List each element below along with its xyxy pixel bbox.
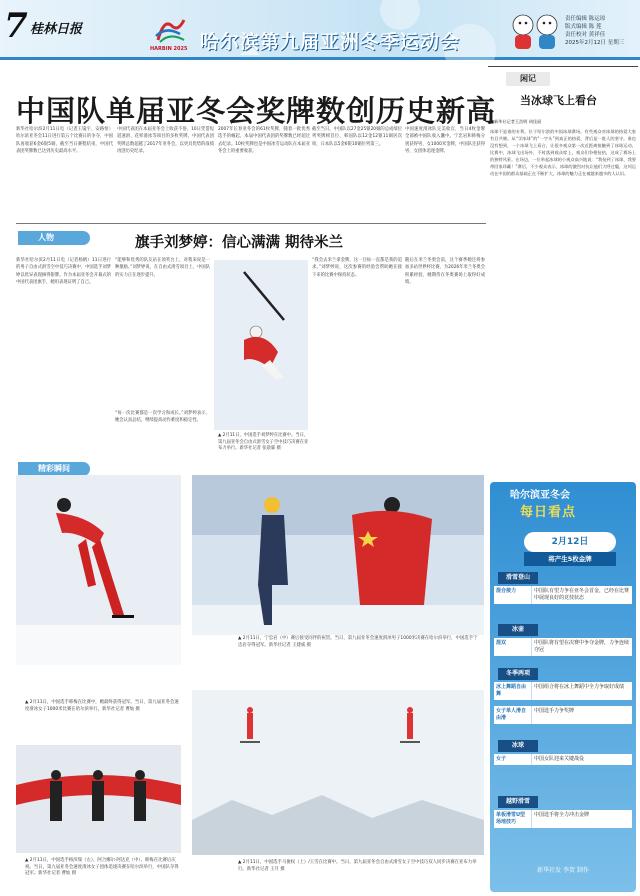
editor-credits [565, 15, 624, 47]
article-column: 新华社哈尔滨2月11日电（记者杨帆）11日进行的男子自由式滑雪空中技巧决赛中，中国选手刘梦婷以优异表现摘得银牌。作为本届亚冬会开幕式的中国代表团旗手，她用表现证明了自己。 [16, 258, 111, 286]
team-pursuit-photo [16, 745, 181, 853]
aerial-synchro-photo [192, 690, 484, 855]
event-category: 冰壶 [498, 624, 538, 636]
highlights-date: 2月12日 [524, 532, 616, 552]
section-label-jingcai: 精彩瞬间 [18, 462, 90, 476]
article-column: 新华社哈尔滨2月11日电（记者王镜宇、安路恒）哈尔滨亚冬会11日进行第五个比赛日的争夺，中国队再收获6金6银5铜，截至当日赛程结束，中国代表团奖牌数已达到历史最高水平。 [16, 127, 113, 155]
photo-caption: ▲ 2月11日，中国选手刘梦婷在比赛中。当日，第九届亚冬会自由式滑雪女子空中技巧决赛在亚布力举行。新华社记者 张晨霖 摄 [218, 433, 309, 451]
harbin-games-logo-icon [150, 12, 190, 48]
speed-skater-photo [16, 475, 181, 665]
section-label-xianji: 闲记 [506, 72, 550, 86]
event-category: 滑雪登山 [498, 572, 538, 584]
event-row [494, 638, 632, 656]
main-headline: 中国队单届亚冬会奖牌数创历史新高 [16, 94, 497, 128]
event-name: 混双 [494, 638, 532, 656]
sidebar-divider [488, 66, 638, 67]
event-category: 冰球 [498, 740, 538, 752]
banner-title: 哈尔滨第九届亚洲冬季运动会 [200, 31, 461, 53]
sidebar-byline: ■新华社记者王浩明 胡佳丽 [490, 119, 542, 124]
event-name: 单板滑雪U型场地技巧 [494, 810, 532, 828]
event-row [494, 706, 632, 724]
sidebar-article-title: 当冰球飞上看台 [520, 94, 597, 107]
newspaper-name: 桂林日报 [30, 22, 83, 37]
graphic-credit: 新华社发 李贺 制作 [537, 867, 589, 874]
section-divider [16, 223, 486, 224]
article-column: “能够和优秀的队友站在领奖台上，对我来说是一种激励。”刘梦婷说，在自由式滑雪项目上，中国队的实力正在逐步提升。 [115, 258, 210, 278]
article-column: “我会去米兰拿金牌，这一目标一直都是我的追求。”刘梦婷说，这次参赛的经验会帮助她在接下来的比赛中保持状态。 [312, 258, 402, 278]
event-name: 女子 [494, 754, 532, 765]
editor-line: 责任校对 黄祥佳 [565, 32, 606, 38]
event-row [494, 810, 632, 828]
photo-caption: ▲ 2月11日，宁忠岩（中）赛后接受同伴的祝贺。当日，第九届亚冬会速度滑冰男子1000米决赛在哈尔滨举行，中国选手宁忠岩夺得冠军。新华社记者 王建威 摄 [238, 636, 478, 648]
event-desc: 中国选手力争奖牌 [534, 708, 575, 714]
event-desc: 中国女队迎来关键战役 [534, 756, 585, 762]
event-row [494, 682, 632, 700]
editor-line: 责任编辑 陈运琼 [565, 16, 606, 22]
games-logo-text: HARBIN 2025 [150, 46, 188, 52]
article-column: 中国代表团在本届亚冬会上收获不俗，10日凭借短道速滑、花样滑冰等项目的多枚奖牌，中国代表团奖牌总数超越了2017年亚冬会，以更具优势的战绩再创历史纪录。 [117, 127, 214, 155]
event-desc: 中国队有望力争在亚冬会首金，已经在比赛中展现良好的竞技状态 [534, 588, 630, 601]
feature-headline: 旗手刘梦婷：信心满满 期待米兰 [135, 235, 344, 251]
highlights-subtitle: 每日看点 [520, 505, 577, 520]
photo-caption: ▲ 2月11日，中国选手马俊权（上）/王雪在比赛中。当日，第九届亚冬会自由式滑雪女子空中技巧双人同步决赛在亚布力举行。新华社记者 王月 摄 [238, 860, 477, 872]
event-category: 越野滑雪 [498, 796, 538, 808]
highlights-title: 哈尔滨亚冬会 [510, 490, 570, 501]
skaters-celebration-photo [192, 475, 484, 635]
page-number: 7 [4, 6, 28, 46]
aerial-ski-photo [214, 260, 308, 430]
photo-caption: ▲ 2月11日，中国选手杨滨瑞（左）、阿合娜尔·阿达克（中）、韩梅在比赛后庆祝。当日，第九届亚冬会速度滑冰女子团体追逐决赛在哈尔滨举行，中国队夺得冠军。新华社记者 曹灿 摄 [25, 858, 179, 877]
article-column: 截至当日，中国队以27金25银20铜的总成绩位列奖牌榜首位，韩国队以12金12银11铜居次席，日本队以5金6银10铜位列第三。 [312, 127, 402, 147]
event-category: 冬季两项 [498, 668, 538, 680]
article-column: 中国速度滑冰队完美收官，当日4枚金牌全部被中国队收入囊中。宁忠岩和韩梅分别获得男、女1000米金牌，中国队还获得男、女团体追逐金牌。 [405, 127, 485, 155]
editor-line: 版式编辑 陈 莲 [565, 24, 602, 30]
event-name: 女子单人滑自由滑 [494, 706, 532, 724]
event-row [494, 754, 632, 765]
article-column: “每一次比赛都是一次学习和成长。”刘梦婷表示，她会认真总结，继续提高动作难度和稳定性。 [115, 411, 210, 424]
section-label-renwu: 人物 [18, 231, 90, 245]
editor-line: 2025年2月12日 星期三 [565, 40, 625, 46]
photo-caption: ▲ 2月11日，中国选手韩梅在比赛中，她最终获得冠军。当日，第九届亚冬会速度滑冰女子1000米比赛在哈尔滨举行。新华社记者 曹灿 摄 [25, 700, 179, 712]
mascot-icon [505, 5, 565, 55]
event-name: 冰上舞蹈自由舞 [494, 682, 532, 700]
event-name: 混合接力 [494, 586, 532, 604]
event-desc: 中国组合将在冰上舞蹈中全力争取好成绩 [534, 684, 625, 690]
event-desc: 中国队将有望在决赛中争夺金牌，力争连续夺冠 [534, 640, 630, 653]
event-desc: 中国选手将全力冲击金牌 [534, 812, 590, 818]
gold-count-badge: 将产生5枚金牌 [524, 552, 616, 566]
article-column: 2007年长春亚冬会的61枚奖牌，随着一批优秀选手的崛起，本届中国代表团的奖牌数已经超过去纪录。10枚奖牌也是中国冰雪运动队在本届亚冬会上的重要收获。 [218, 127, 310, 155]
sidebar-article-body: 冰球不是谁的专利。位于哈尔滨的中国冰球赛场，有些观众对冰球的热爱大家有目共睹。从“学冰球”的“一字头”到真正的热爱，背后是一批人的坚守。谁也没有想到，一个冰球飞上看台，让很多观众第一次近距离接触到了冰球运动。比赛中，冰球飞出场外，不时落到观众席上，观众们争相捡拾，这成了赛场上的独特风景。在场边，一位举起冰球的小观众高兴地说：“我捡到了冰球，我要带回家珍藏！”赛后，不少观众表示，冰球的激烈对抗让他们大呼过瘾，这项运动在中国的群众基础正在不断扩大。冰球的魅力正在被越来越多的人认识。 [490, 129, 636, 176]
article-column: 随后在米兰冬奥会前，这个赛季她还将参加多站世界杯比赛，为2026年米兰冬奥会积累经验，她期待在冬奥赛场上取得好成绩。 [405, 258, 485, 286]
event-row [494, 586, 632, 604]
